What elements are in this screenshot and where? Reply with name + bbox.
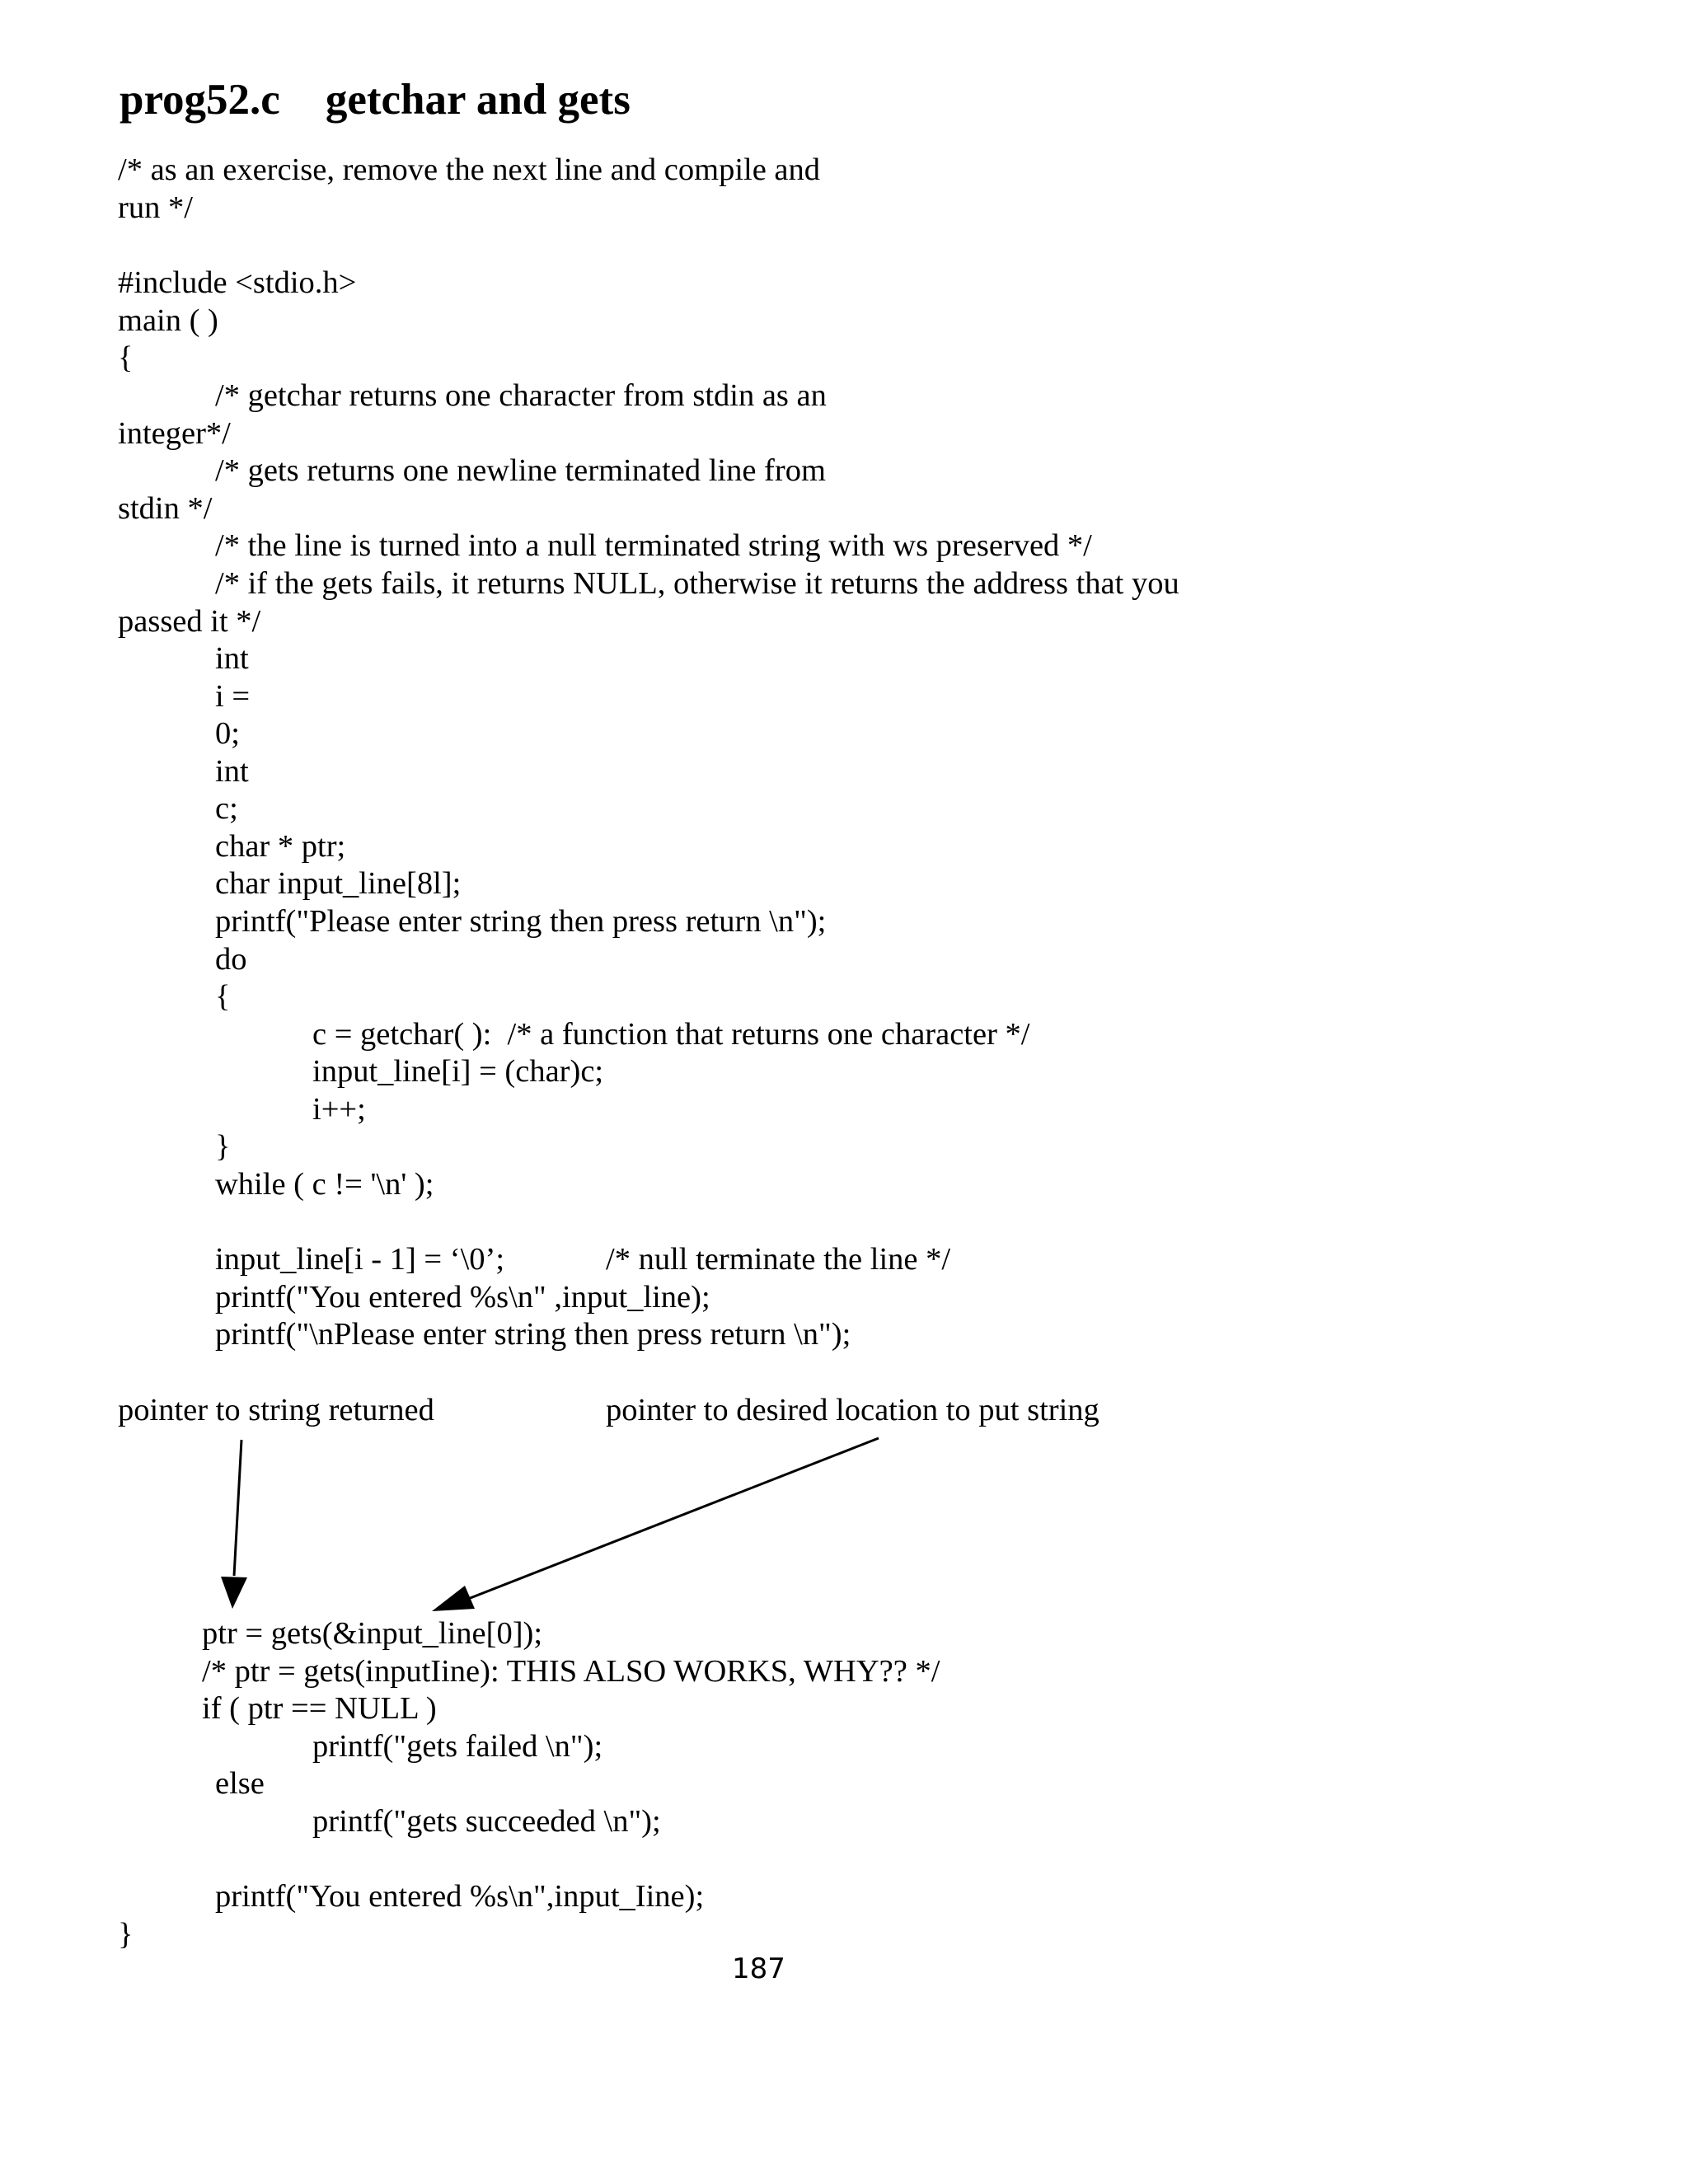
code-line: int: [215, 754, 249, 789]
code-line: printf("\nPlease enter string then press return \n");: [215, 1317, 851, 1352]
code-line: run */: [118, 190, 193, 225]
code-line: int: [215, 641, 249, 676]
code-line: stdin */: [118, 491, 213, 526]
title-subject: getchar and gets: [325, 76, 631, 124]
code-comment: /* null terminate the line */: [606, 1242, 951, 1277]
arrow-pointer-returned: [221, 1440, 247, 1609]
code-line: input_line[i] = (char)c;: [312, 1054, 604, 1089]
code-line: /* gets returns one newline terminated line from: [215, 453, 826, 488]
code-line: /* ptr = gets(inputIine): THIS ALSO WORKS, WHY?? */: [202, 1654, 940, 1689]
code-line: do: [215, 942, 247, 977]
code-line: while ( c != '\n' );: [215, 1167, 434, 1202]
code-line: /* getchar returns one character from stdin as an: [215, 378, 827, 413]
code-line: else: [215, 1766, 265, 1801]
code-line: printf("You entered %s\n" ,input_line);: [215, 1280, 710, 1315]
arrow-pointer-desired: [432, 1438, 879, 1611]
code-line: {: [215, 979, 231, 1014]
code-line: }: [118, 1917, 134, 1952]
code-line: char * ptr;: [215, 829, 346, 864]
code-line: printf("gets succeeded \n");: [312, 1804, 661, 1839]
page-number: 187: [732, 1952, 785, 1985]
code-line: /* as an exercise, remove the next line and compile and: [118, 152, 821, 187]
code-line: passed it */: [118, 604, 261, 639]
code-line: input_line[i - 1] = ‘\0’;: [215, 1242, 505, 1277]
code-line: /* if the gets fails, it returns NULL, otherwise it returns the address that you: [215, 566, 1179, 601]
code-line: i++;: [312, 1092, 366, 1127]
code-line: {: [118, 340, 134, 375]
code-line: main ( ): [118, 303, 218, 338]
code-line: if ( ptr == NULL ): [202, 1691, 437, 1726]
code-line: 0;: [215, 716, 240, 751]
code-line: printf("gets failed \n");: [312, 1729, 603, 1764]
title-filename: prog52.c: [120, 76, 280, 124]
code-line: integer*/: [118, 416, 231, 451]
code-line: char input_line[8l];: [215, 866, 462, 901]
code-line: c;: [215, 791, 238, 826]
code-line: printf("You entered %s\n",input_Iine);: [215, 1879, 705, 1914]
code-line: i =: [215, 679, 251, 714]
code-line: ptr = gets(&input_line[0]);: [202, 1616, 543, 1651]
code-line: c = getchar( ): /* a function that returns one character */: [312, 1017, 1030, 1052]
code-line: }: [215, 1129, 231, 1164]
code-line: printf("Please enter string then press return \n");: [215, 904, 827, 939]
annotation-pointer-returned: pointer to string returned: [118, 1393, 434, 1427]
code-line: #include <stdio.h>: [118, 265, 357, 300]
code-line: /* the line is turned into a null terminated string with ws preserved */: [215, 528, 1092, 563]
annotation-pointer-desired: pointer to desired location to put string: [606, 1393, 1100, 1427]
